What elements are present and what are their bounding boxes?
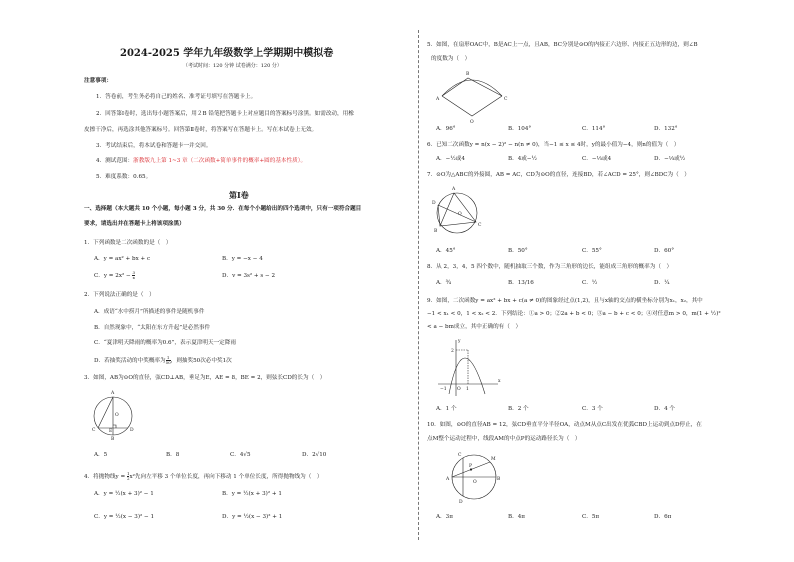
q5-stem-cont: 的度数为（ ） bbox=[431, 56, 471, 62]
q5-option-b: B．104° bbox=[508, 126, 532, 132]
q5-option-a: A．96° bbox=[436, 126, 456, 132]
q5-radii-oa-oc bbox=[442, 96, 502, 116]
q7-option-b: B．50° bbox=[508, 248, 528, 254]
q4-frac-num: 1 bbox=[126, 471, 130, 476]
q3-option-b: B．8 bbox=[166, 452, 180, 458]
q9-label-2: 2 bbox=[451, 349, 454, 354]
page-title: 2024-2025 学年九年级数学上学期期中模拟卷 bbox=[120, 48, 334, 59]
q5-label-a: A bbox=[436, 97, 440, 102]
q2-frac-den: 50 bbox=[165, 360, 171, 365]
q7-label-b: B bbox=[434, 229, 438, 234]
q7-diameter-cd bbox=[438, 205, 476, 222]
q4-stem bbox=[84, 472, 323, 481]
q7-segment-bd bbox=[438, 205, 440, 226]
q9-stem-line-2: −1 < x₁ < 0，1 < x₂ < 2．下列结论：①a > 0；②2a + b < 0；③a − b + c < 0；④对任意m > 0，m(1 + ½)² bbox=[427, 311, 721, 317]
q10-option-a: A．3π bbox=[436, 514, 453, 520]
q2-stem: 2．下列说法正确的是（ ） bbox=[84, 292, 155, 298]
q2-option-d bbox=[94, 356, 232, 365]
q6-option-c: C．−⅓或4 bbox=[582, 156, 612, 162]
q9-option-a: A．1 个 bbox=[436, 406, 457, 412]
q7-option-c: C．55° bbox=[582, 248, 602, 254]
q1-option-a: A．y = ax² + bx + c bbox=[94, 256, 151, 262]
test-scope: 浙教版九上第 1~3 章（二次函数+简单事件的概率+圆的基本性质）。 bbox=[133, 158, 307, 164]
q1-option-d: D．v = 3s² + s − 2 bbox=[222, 273, 276, 279]
q6-option-a: A．−½或4 bbox=[436, 156, 465, 162]
q10-label-b: B bbox=[497, 477, 501, 482]
q7-label-d: D bbox=[432, 201, 436, 206]
q1-option-c-text: C．y = 2x² − bbox=[94, 273, 133, 279]
q5-label-o: O bbox=[470, 120, 474, 125]
q5-label-c: C bbox=[504, 97, 508, 102]
column-divider bbox=[418, 30, 419, 540]
q2-option-d-text: D．若抽奖活动的中奖概率为 bbox=[94, 358, 166, 364]
intro-line-2: 要求，请选出并在答题卡上将该项涂黑） bbox=[84, 221, 185, 227]
q1-option-b: B．y = −x − 4 bbox=[222, 256, 263, 262]
q5-option-d: D．132° bbox=[654, 126, 678, 132]
q1-stem: 1．下列函数是二次函数的是（ ） bbox=[84, 240, 172, 246]
q9-label-neg1: −1 bbox=[440, 387, 447, 392]
q3-right-angle-mark bbox=[113, 425, 116, 428]
q7-label-c: C bbox=[478, 223, 482, 228]
q3-circle-figure bbox=[90, 388, 136, 440]
q3-option-c: C．4√5 bbox=[230, 452, 251, 458]
q3-label-a: A bbox=[111, 391, 115, 396]
q9-label-y: y bbox=[458, 339, 461, 344]
note-4-label: 4．测试范围： bbox=[96, 158, 134, 164]
q4-option-c: C．y = ½(x − 3)² − 1 bbox=[94, 514, 155, 520]
q3-label-c: C bbox=[92, 428, 96, 433]
q4-option-a: A．y = ½(x + 3)² − 1 bbox=[94, 491, 154, 497]
q3-stem: 3．如图，AB为⊙O的直径，弦CD⊥AB，垂足为E，AE = 8，BE = 2，则弦长CD的长为（ ） bbox=[84, 375, 326, 381]
note-1: 1．答卷前，考生务必将自己的姓名、准考证号填写在答题卡上。 bbox=[96, 94, 257, 100]
q3-label-d: D bbox=[130, 428, 134, 433]
q2-option-b: B．自然现象中，“太阳在东方升起”是必然事件 bbox=[94, 325, 211, 331]
q3-option-a: A．5 bbox=[94, 452, 108, 458]
q5-chords-ab-bc bbox=[442, 78, 502, 96]
q10-label-c: C bbox=[458, 453, 462, 458]
q10-label-m: M bbox=[491, 457, 496, 462]
q5-stem: 5．如图，在扇形OAC中，B是AC上一点，且AB，BC分别是⊙O的内接正六边形、内接正五边形的边，则∠B bbox=[427, 42, 698, 48]
q8-option-b: B．13/16 bbox=[508, 280, 534, 286]
q9-label-o: O bbox=[457, 387, 461, 392]
note-5: 5．难度系数：0.65。 bbox=[96, 174, 152, 180]
q7-option-d: D．60° bbox=[654, 248, 674, 254]
q4-stem-head: 4．将抛物线y = bbox=[84, 474, 127, 480]
q6-option-d: D．−⅓或½ bbox=[654, 156, 686, 162]
q8-option-a: A．¾ bbox=[436, 280, 452, 286]
note-3: 3．考试结束后，将本试卷和答题卡一并交回。 bbox=[96, 143, 212, 149]
q2-option-c: C．“夏津明天降雨的概率为0.6”，表示夏津明天一定降雨 bbox=[94, 340, 236, 346]
q7-circle bbox=[437, 193, 477, 233]
q1-fraction bbox=[132, 271, 135, 280]
q10-label-a: A bbox=[446, 477, 450, 482]
q6-stem: 6．已知二次函数y = n(x − 2)² − n(n ≠ 0)，当−1 ≤ x ≤ 4时，y的最小值为−4，则n的值为（ ） bbox=[427, 142, 680, 148]
q10-stem-line-2: 点M整个运动过程中，线段AM的中点P的运动路径长为（ ） bbox=[427, 436, 581, 442]
q10-option-b: B．4π bbox=[508, 514, 525, 520]
q10-label-o: O bbox=[473, 480, 477, 485]
q9-stem-line-1: 9．如图，二次函数y = ax² + bx + c(a ≠ 0)的图象经过点(1,2)，且与x轴的交点的横坐标分别为x₁，x₂，其中 bbox=[427, 298, 703, 304]
q3-label-e: E bbox=[109, 429, 113, 434]
q1-option-c bbox=[94, 271, 135, 280]
q9-option-d: D．4 个 bbox=[654, 406, 676, 412]
q9-option-b: B．2 个 bbox=[508, 406, 529, 412]
q10-label-p: P bbox=[469, 464, 473, 469]
q4-stem-tail: x²先向左平移 3 个单位长度，再向下移动 1 个单位长度，所得抛物线为（ ） bbox=[129, 474, 323, 480]
q8-option-c: C．½ bbox=[582, 280, 598, 286]
exam-info: （考试时间：120 分钟 试卷满分：120 分） bbox=[183, 63, 282, 69]
q7-circle-figure bbox=[432, 184, 482, 240]
q10-label-d: D bbox=[459, 500, 463, 505]
q7-option-a: A．45° bbox=[436, 248, 456, 254]
q8-stem: 8．从 2，3，4，5 四个数中，随机抽取三个数，作为三角形的边长，能组成三角形的概率为（ ） bbox=[427, 264, 673, 270]
notes-heading: 注意事项： bbox=[84, 78, 112, 84]
q2-option-a: A．成语“水中捞月”所描述的事件是随机事件 bbox=[94, 309, 205, 315]
note-4 bbox=[96, 158, 306, 165]
q3-option-d: D．2√10 bbox=[302, 452, 327, 458]
q9-label-1: 1 bbox=[466, 387, 469, 392]
q10-stem-line-1: 10．如图，⊙O的直径AB = 12，弦CD垂直平分半径OA，动点M从点C出发在优弧CBD上运动到点D停止，在 bbox=[427, 422, 702, 428]
q9-label-x: x bbox=[498, 379, 501, 384]
q4-frac-den: 2 bbox=[126, 476, 130, 481]
q2-frac-num: 1 bbox=[166, 355, 170, 360]
q2-option-d-tail: ，则抽奖50次必中奖1次 bbox=[170, 358, 232, 364]
q5-label-b: B bbox=[466, 72, 470, 77]
q5-arc-ac bbox=[442, 80, 502, 96]
q9-option-c: C．3 个 bbox=[582, 406, 603, 412]
q4-option-d: D．y = ½(x − 3)² + 1 bbox=[222, 514, 283, 520]
note-2: 2．回答第Ⅰ卷时，选出每小题答案后，用２B 铅笔把答题卡上对应题目的答案标号涂黑。如需改动，用橡 bbox=[96, 111, 354, 117]
q10-option-c: C．5π bbox=[582, 514, 600, 520]
q7-label-a: A bbox=[452, 187, 456, 192]
q7-label-o: O bbox=[458, 212, 462, 217]
q10-circle-figure bbox=[446, 448, 502, 506]
note-2-cont: 皮擦干净后，再选涂其他答案标号。回答第Ⅱ卷时，将答案写在答题卡上。写在本试卷上无效。 bbox=[84, 127, 318, 133]
q3-label-o: O bbox=[115, 413, 119, 418]
q5-sector-figure bbox=[436, 70, 508, 125]
q6-option-b: B．4或−½ bbox=[508, 156, 537, 162]
q1-frac-num: 3 bbox=[132, 270, 136, 275]
q10-option-d: D．6π bbox=[654, 514, 672, 520]
q1-frac-den: x bbox=[132, 275, 135, 280]
q9-stem-line-3: < a − bm成立，其中正确的有（ ） bbox=[427, 324, 522, 330]
q7-stem: 7．⊙O为△ABC的外接圆，AB = AC，CD为⊙O的直径，连接BD，若∠ACD = 25°，则∠BDC为（ ） bbox=[427, 172, 690, 178]
q3-label-b: B bbox=[111, 437, 115, 442]
q8-option-d: D．¼ bbox=[654, 280, 670, 286]
q4-option-b: B．y = ½(x + 3)² + 1 bbox=[222, 491, 282, 497]
section-title: 第Ⅰ卷 bbox=[229, 190, 249, 200]
intro-line-1: 一、选择题（本大题共 10 个小题，每小题 3 分，共 30 分．在每个小题给出的四个选项中，只有一项符合题目 bbox=[84, 206, 362, 212]
q5-option-c: C．114° bbox=[582, 126, 606, 132]
q9-parabola-figure bbox=[436, 336, 502, 398]
